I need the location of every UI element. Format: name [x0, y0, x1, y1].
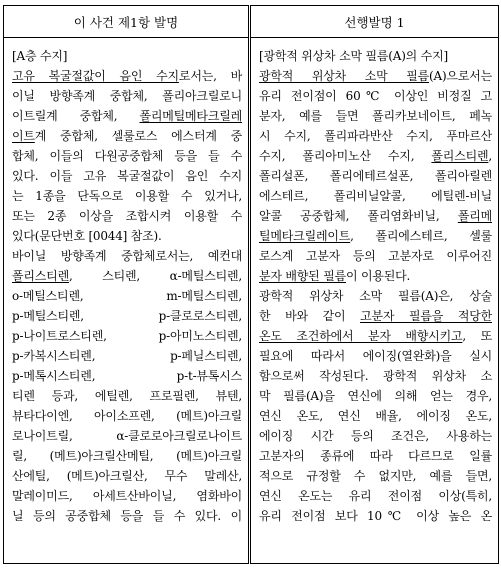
- prior-art-text: [251, 38, 498, 563]
- text-line: [259, 46, 492, 66]
- underlined-text: 폴리메: [457, 209, 492, 223]
- text-line: [259, 286, 492, 306]
- text-segment: (A)으로서는: [429, 69, 492, 83]
- text-line: [259, 146, 492, 166]
- header-invention: 이 사건 제1항 발명: [4, 6, 250, 38]
- header-prior-art: 선행발명 1: [250, 6, 499, 38]
- text-segment: 유리 전이점 보다 10℃ 이상 높은 온: [259, 509, 492, 523]
- text-segment: p-나이트로스티렌, p-아미노스티렌,: [12, 329, 242, 343]
- text-line: [259, 366, 492, 386]
- text-segment: , 스티렌, α-메틸스티렌,: [68, 269, 242, 283]
- comparison-table: [3, 5, 499, 564]
- text-segment: ,: [488, 149, 492, 163]
- text-line: [12, 106, 242, 126]
- text-segment: 막 필름(A)을 연신에 의해 얻는 경우,: [259, 389, 492, 403]
- text-line: [259, 206, 492, 226]
- text-segment: p-카복시스티렌, p-페닐스티렌,: [12, 349, 242, 363]
- text-line: [259, 306, 492, 326]
- text-line: [259, 506, 492, 526]
- text-line: [12, 346, 242, 366]
- text-segment: 합체, 이들의 다원공중합체 등을 들 수: [12, 149, 242, 163]
- text-segment: 연신 온도, 연신 배율, 에이징 온도,: [259, 409, 492, 423]
- text-line: [12, 46, 242, 66]
- underlined-text: 광학적 위상차 소막 필름: [259, 69, 429, 83]
- text-segment: 유리 전이점이 60℃ 이상인 비정질 고: [259, 89, 492, 103]
- underlined-text: 분자 배향된 필름: [259, 269, 346, 283]
- text-segment: , 또: [462, 329, 492, 343]
- text-line: [12, 506, 242, 526]
- text-segment: p-메틸스티렌, p-클로로스티렌,: [12, 309, 242, 323]
- text-line: [259, 266, 492, 286]
- text-line: [12, 226, 242, 246]
- text-segment: , 폴리에스테르, 셀룰: [350, 229, 492, 243]
- text-segment: 뷰타다이엔, 아이소프렌, (메트)아크릴: [12, 409, 242, 423]
- text-segment: 말레이미드, 아세트산바이닐, 염화바이: [12, 489, 242, 503]
- text-line: [259, 186, 492, 206]
- text-segment: p-메톡시스티렌, p-t-뷰톡시스: [12, 369, 242, 383]
- text-segment: 는 1종을 단독으로 이용할 수 있거나,: [12, 189, 242, 203]
- text-line: [12, 166, 242, 186]
- text-segment: 이트릴계 중합체,: [12, 109, 140, 123]
- text-segment: o-메틸스티렌, m-메틸스티렌,: [12, 289, 242, 303]
- text-line: [12, 466, 242, 486]
- text-segment: 있다. 이들 고유 복굴절값이 음인 수지: [12, 169, 242, 183]
- underlined-text: 고분자 필름을 적당한: [360, 309, 492, 323]
- text-line: [12, 446, 242, 466]
- text-line: [12, 326, 242, 346]
- text-segment: 한 바와 같이: [259, 309, 361, 323]
- underlined-text: 틸메타크릴레이트: [259, 229, 351, 243]
- text-line: [259, 66, 492, 86]
- text-line: [12, 186, 242, 206]
- text-segment: 티렌 등과, 에틸렌, 프로필렌, 뷰텐,: [12, 389, 242, 403]
- text-line: [12, 126, 242, 146]
- text-segment: 폴리설폰, 폴리에테르설폰, 폴리아릴렌: [259, 169, 492, 183]
- text-line: [12, 86, 242, 106]
- underlined-text: 고유 복굴절값이 음인 수지: [12, 69, 179, 83]
- text-line: [12, 66, 242, 86]
- text-segment: 적으로 규정할 수 없지만, 예를 들면,: [259, 469, 492, 483]
- text-segment: 고분자의 종류에 따라 다르므로 일률: [259, 449, 492, 463]
- text-line: [12, 206, 242, 226]
- text-segment: 있다(문단번호 [0044] 참조).: [12, 229, 162, 243]
- text-line: [12, 406, 242, 426]
- text-segment: [A층 수지]: [12, 49, 68, 63]
- text-segment: 시 수지, 폴리파라반산 수지, 푸마르산: [259, 129, 492, 143]
- text-line: [12, 266, 242, 286]
- text-segment: 계 중합체, 셀룰로스 에스터계 중: [34, 129, 242, 143]
- text-segment: 로스계 고분자 등의 고분자로 이루어진: [259, 249, 492, 263]
- text-segment: 릴, (메트)아크릴산메틸, (메트)아크릴: [12, 449, 242, 463]
- text-segment: 로서는, 바: [178, 69, 242, 83]
- text-segment: 닐 등의 공중합체 등을 들 수 있다. 이: [12, 509, 242, 523]
- text-segment: 이 이용된다.: [345, 269, 411, 283]
- text-segment: 이닐 방향족계 중합체, 폴리아크릴로니: [12, 89, 242, 103]
- text-segment: 에이징 시간 등의 조건은, 사용하는: [259, 429, 492, 443]
- text-line: [12, 386, 242, 406]
- text-line: [259, 326, 492, 346]
- text-line: [259, 446, 492, 466]
- text-line: [259, 486, 492, 506]
- text-line: [12, 366, 242, 386]
- text-line: [259, 426, 492, 446]
- text-line: [259, 346, 492, 366]
- text-segment: 분자, 예를 들면 폴리카보네이트, 페녹: [259, 109, 492, 123]
- text-segment: 광학적 위상차 소막 필름(A)은, 상술: [259, 289, 492, 303]
- underlined-text: 폴리메틸메타크릴레: [139, 109, 242, 123]
- text-line: [259, 386, 492, 406]
- body-row: [4, 38, 499, 564]
- text-line: [12, 426, 242, 446]
- invention-cell: [4, 38, 250, 564]
- text-segment: 알콜 공중합체, 폴리염화비닐,: [259, 209, 458, 223]
- text-line: [12, 306, 242, 326]
- text-segment: 또는 2종 이상을 조합시켜 이용할 수: [12, 209, 242, 223]
- underlined-text: 폴리스티렌: [431, 149, 489, 163]
- text-line: [12, 246, 242, 266]
- text-segment: 바이닐 방향족계 중합체로서는, 예컨대: [12, 249, 242, 263]
- text-line: [12, 486, 242, 506]
- text-line: [259, 106, 492, 126]
- invention-text: [4, 38, 248, 563]
- text-line: [259, 166, 492, 186]
- text-segment: 함으로써 작성된다. 광학적 위상차 소: [259, 369, 492, 383]
- header-row: [4, 6, 499, 38]
- underlined-text: 온도 조건하에서 분자 배향시키고: [259, 329, 463, 343]
- text-segment: 로나이트릴, α-클로로아크릴로나이트: [12, 429, 242, 443]
- text-segment: 에스테르, 폴리비닐알콜, 에틸렌-비닐: [259, 189, 492, 203]
- text-segment: 수지, 폴리아미노산 수지,: [259, 149, 432, 163]
- text-line: [259, 406, 492, 426]
- text-line: [259, 226, 492, 246]
- text-line: [12, 146, 242, 166]
- text-line: [259, 466, 492, 486]
- text-line: [259, 246, 492, 266]
- text-line: [12, 286, 242, 306]
- text-line: [259, 126, 492, 146]
- underlined-text: 이트: [12, 129, 35, 143]
- underlined-text: 폴리스티렌: [12, 269, 69, 283]
- text-segment: [광학적 위상차 소막 필름(A)의 수지]: [259, 49, 448, 63]
- text-segment: 필요에 따라서 에이징(열완화)을 실시: [259, 349, 492, 363]
- text-line: [259, 86, 492, 106]
- text-segment: 연신 온도는 유리 전이점 이상(특히,: [259, 489, 492, 503]
- text-segment: 산에틸, (메트)아크릴산, 무수 말레산,: [12, 469, 242, 483]
- prior-art-cell: [250, 38, 499, 564]
